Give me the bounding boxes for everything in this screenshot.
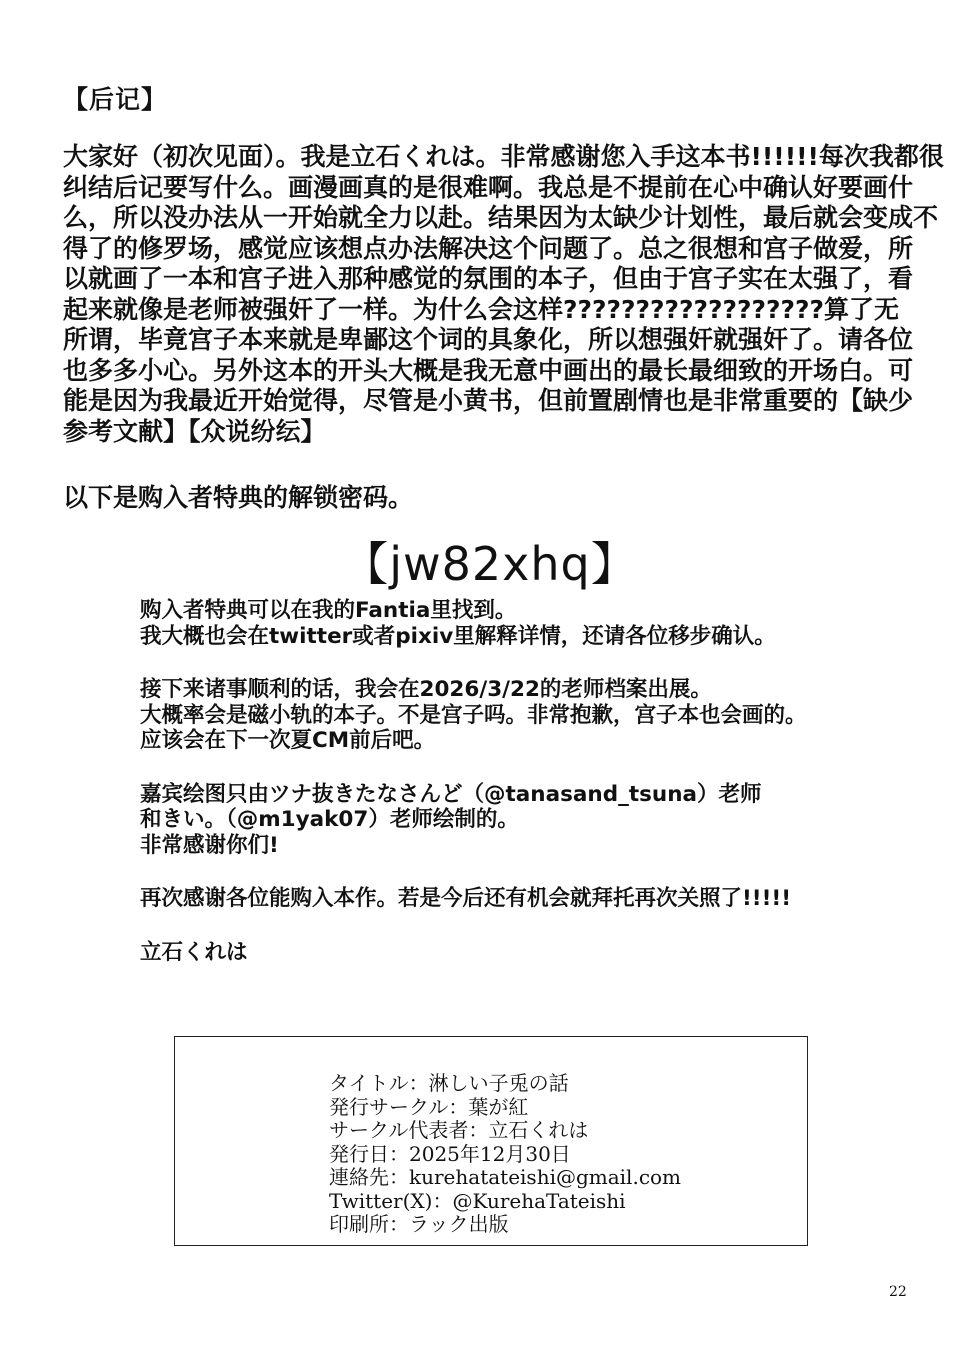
note-line: 非常感谢你们!	[140, 832, 279, 858]
afterword-line: 大家好（初次见面）。我是立石くれは。非常感谢您入手这本书!!!!!!每次我都很	[63, 142, 944, 171]
afterword-heading: 【后记】	[63, 85, 168, 114]
note-line: 我大概也会在twitter或者pixiv里解释详情，还请各位移步确认。	[140, 623, 776, 649]
afterword-line: 所谓，毕竟宫子本来就是卑鄙这个词的具象化，所以想强奸就强奸了。请各位	[63, 325, 914, 354]
notes-section	[140, 598, 880, 993]
page-number: 22	[889, 1284, 907, 1300]
notes-block-signature	[140, 940, 880, 966]
afterword-paragraph	[63, 142, 944, 447]
note-line: 和きい。（@m1yak07）老师绘制的。	[140, 807, 519, 832]
colophon-representative: サークル代表者：立石くれは	[329, 1118, 589, 1142]
note-line: 嘉宾绘图只由ツナ抜きたなさんど（@tanasand_tsuna）老师	[140, 781, 762, 807]
colophon-twitter: Twitter(X)：@KurehaTateishi	[329, 1188, 626, 1213]
afterword-line: 起来就像是老师被强奸了一样。为什么会这样??????????????????算了无	[63, 294, 900, 324]
colophon-box	[174, 1036, 808, 1246]
unlock-password: 【jw82xhq】	[342, 537, 638, 591]
notes-block-fantia	[140, 598, 880, 649]
afterword-line: 以就画了一本和宫子进入那种感觉的氛围的本子，但由于宫子实在太强了，看	[63, 264, 914, 293]
note-line: 大概率会是磁小轨的本子。不是宫子吗。非常抱歉，宫子本也会画的。	[140, 702, 807, 728]
afterword-line: 纠结后记要写什么。画漫画真的是很难啊。我总是不提前在心中确认好要画什	[63, 172, 914, 202]
colophon-circle: 発行サークル：葉が紅	[329, 1094, 529, 1119]
notes-block-guests	[140, 782, 880, 859]
notes-block-next-event	[140, 677, 880, 754]
note-line: 接下来诸事顺利的话，我会在2026/3/22的老师档案出展。	[140, 677, 712, 702]
afterword-line: 也多多小心。另外这本的开头大概是我无意中画出的最长最细致的开场白。可	[63, 355, 914, 385]
afterword-line: 么，所以没办法从一开始就全力以赴。结果因为太缺少计划性，最后就会变成不	[63, 203, 939, 232]
colophon-contact: 連絡先：kurehatateishi@gmail.com	[329, 1165, 682, 1189]
colophon-printer: 印刷所：ラック出版	[329, 1212, 509, 1236]
afterword-line: 能是因为我最近开始觉得，尽管是小黄书，但前置剧情也是非常重要的【缺少	[63, 386, 914, 415]
colophon-title: タイトル：淋しい子兎の話	[329, 1071, 569, 1095]
unlock-intro: 以下是购入者特典的解锁密码。	[63, 483, 414, 512]
afterword-line: 得了的修罗场，感觉应该想点办法解决这个问题了。总之很想和宫子做爱，所	[63, 233, 914, 263]
author-signature: 立石くれは	[140, 939, 248, 965]
colophon-date: 発行日：2025年12月30日	[329, 1141, 571, 1166]
note-line: 购入者特典可以在我的Fantia里找到。	[140, 598, 517, 623]
colophon-text	[329, 1072, 681, 1237]
notes-block-thanks	[140, 886, 880, 912]
afterword-line: 参考文献】【众说纷纭】	[63, 416, 326, 446]
note-line: 再次感谢各位能购入本作。若是今后还有机会就拜托再次关照了!!!!!	[140, 886, 792, 911]
note-line: 应该会在下一次夏CM前后吧。	[140, 728, 436, 753]
